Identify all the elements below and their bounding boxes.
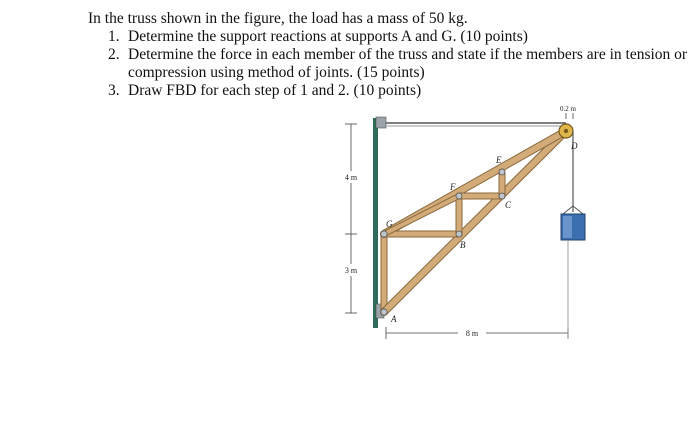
joint-label-e: E	[496, 155, 502, 165]
task-number: 3.	[108, 82, 120, 99]
dim-label-lower-height: 3 m	[344, 266, 358, 275]
pin-G	[381, 231, 387, 237]
pin-E	[499, 169, 505, 175]
joint-label-a: A	[391, 314, 397, 324]
pulley-hub	[564, 129, 568, 133]
truss-members	[384, 131, 566, 312]
joint-label-c: C	[505, 200, 512, 210]
dim-label-upper-height: 4 m	[344, 173, 358, 182]
pin-C	[499, 193, 505, 199]
dim-label-top-offset: 0.2 m	[560, 105, 576, 113]
pin-A	[381, 309, 387, 315]
task-number: 2.	[108, 46, 120, 63]
support-wall	[373, 118, 378, 328]
joint-label-b: B	[460, 240, 466, 250]
dim-label-span: 8 m	[465, 329, 479, 338]
task-text: Determine the force in each member of the truss and state if the members are in tension or compression using method of joints. (15 points)	[128, 46, 688, 81]
task-text: Determine the support reactions at supports A and G. (10 points)	[128, 28, 528, 45]
pin-B	[456, 231, 462, 237]
mass-block-highlight	[563, 216, 572, 238]
hook-right	[573, 206, 583, 214]
joint-label-f: F	[450, 182, 456, 192]
task-number: 1.	[108, 28, 120, 45]
hook-left	[563, 206, 573, 214]
member-GF-face	[384, 196, 459, 234]
pin-F	[456, 193, 462, 199]
task-text: Draw FBD for each step of 1 and 2. (10 points)	[128, 82, 422, 99]
joint-label-d: D	[571, 141, 578, 151]
joint-label-g: G	[386, 219, 393, 229]
wall-top-bracket	[376, 117, 386, 128]
problem-intro: In the truss shown in the figure, the load has a mass of 50 kg.	[88, 10, 468, 27]
